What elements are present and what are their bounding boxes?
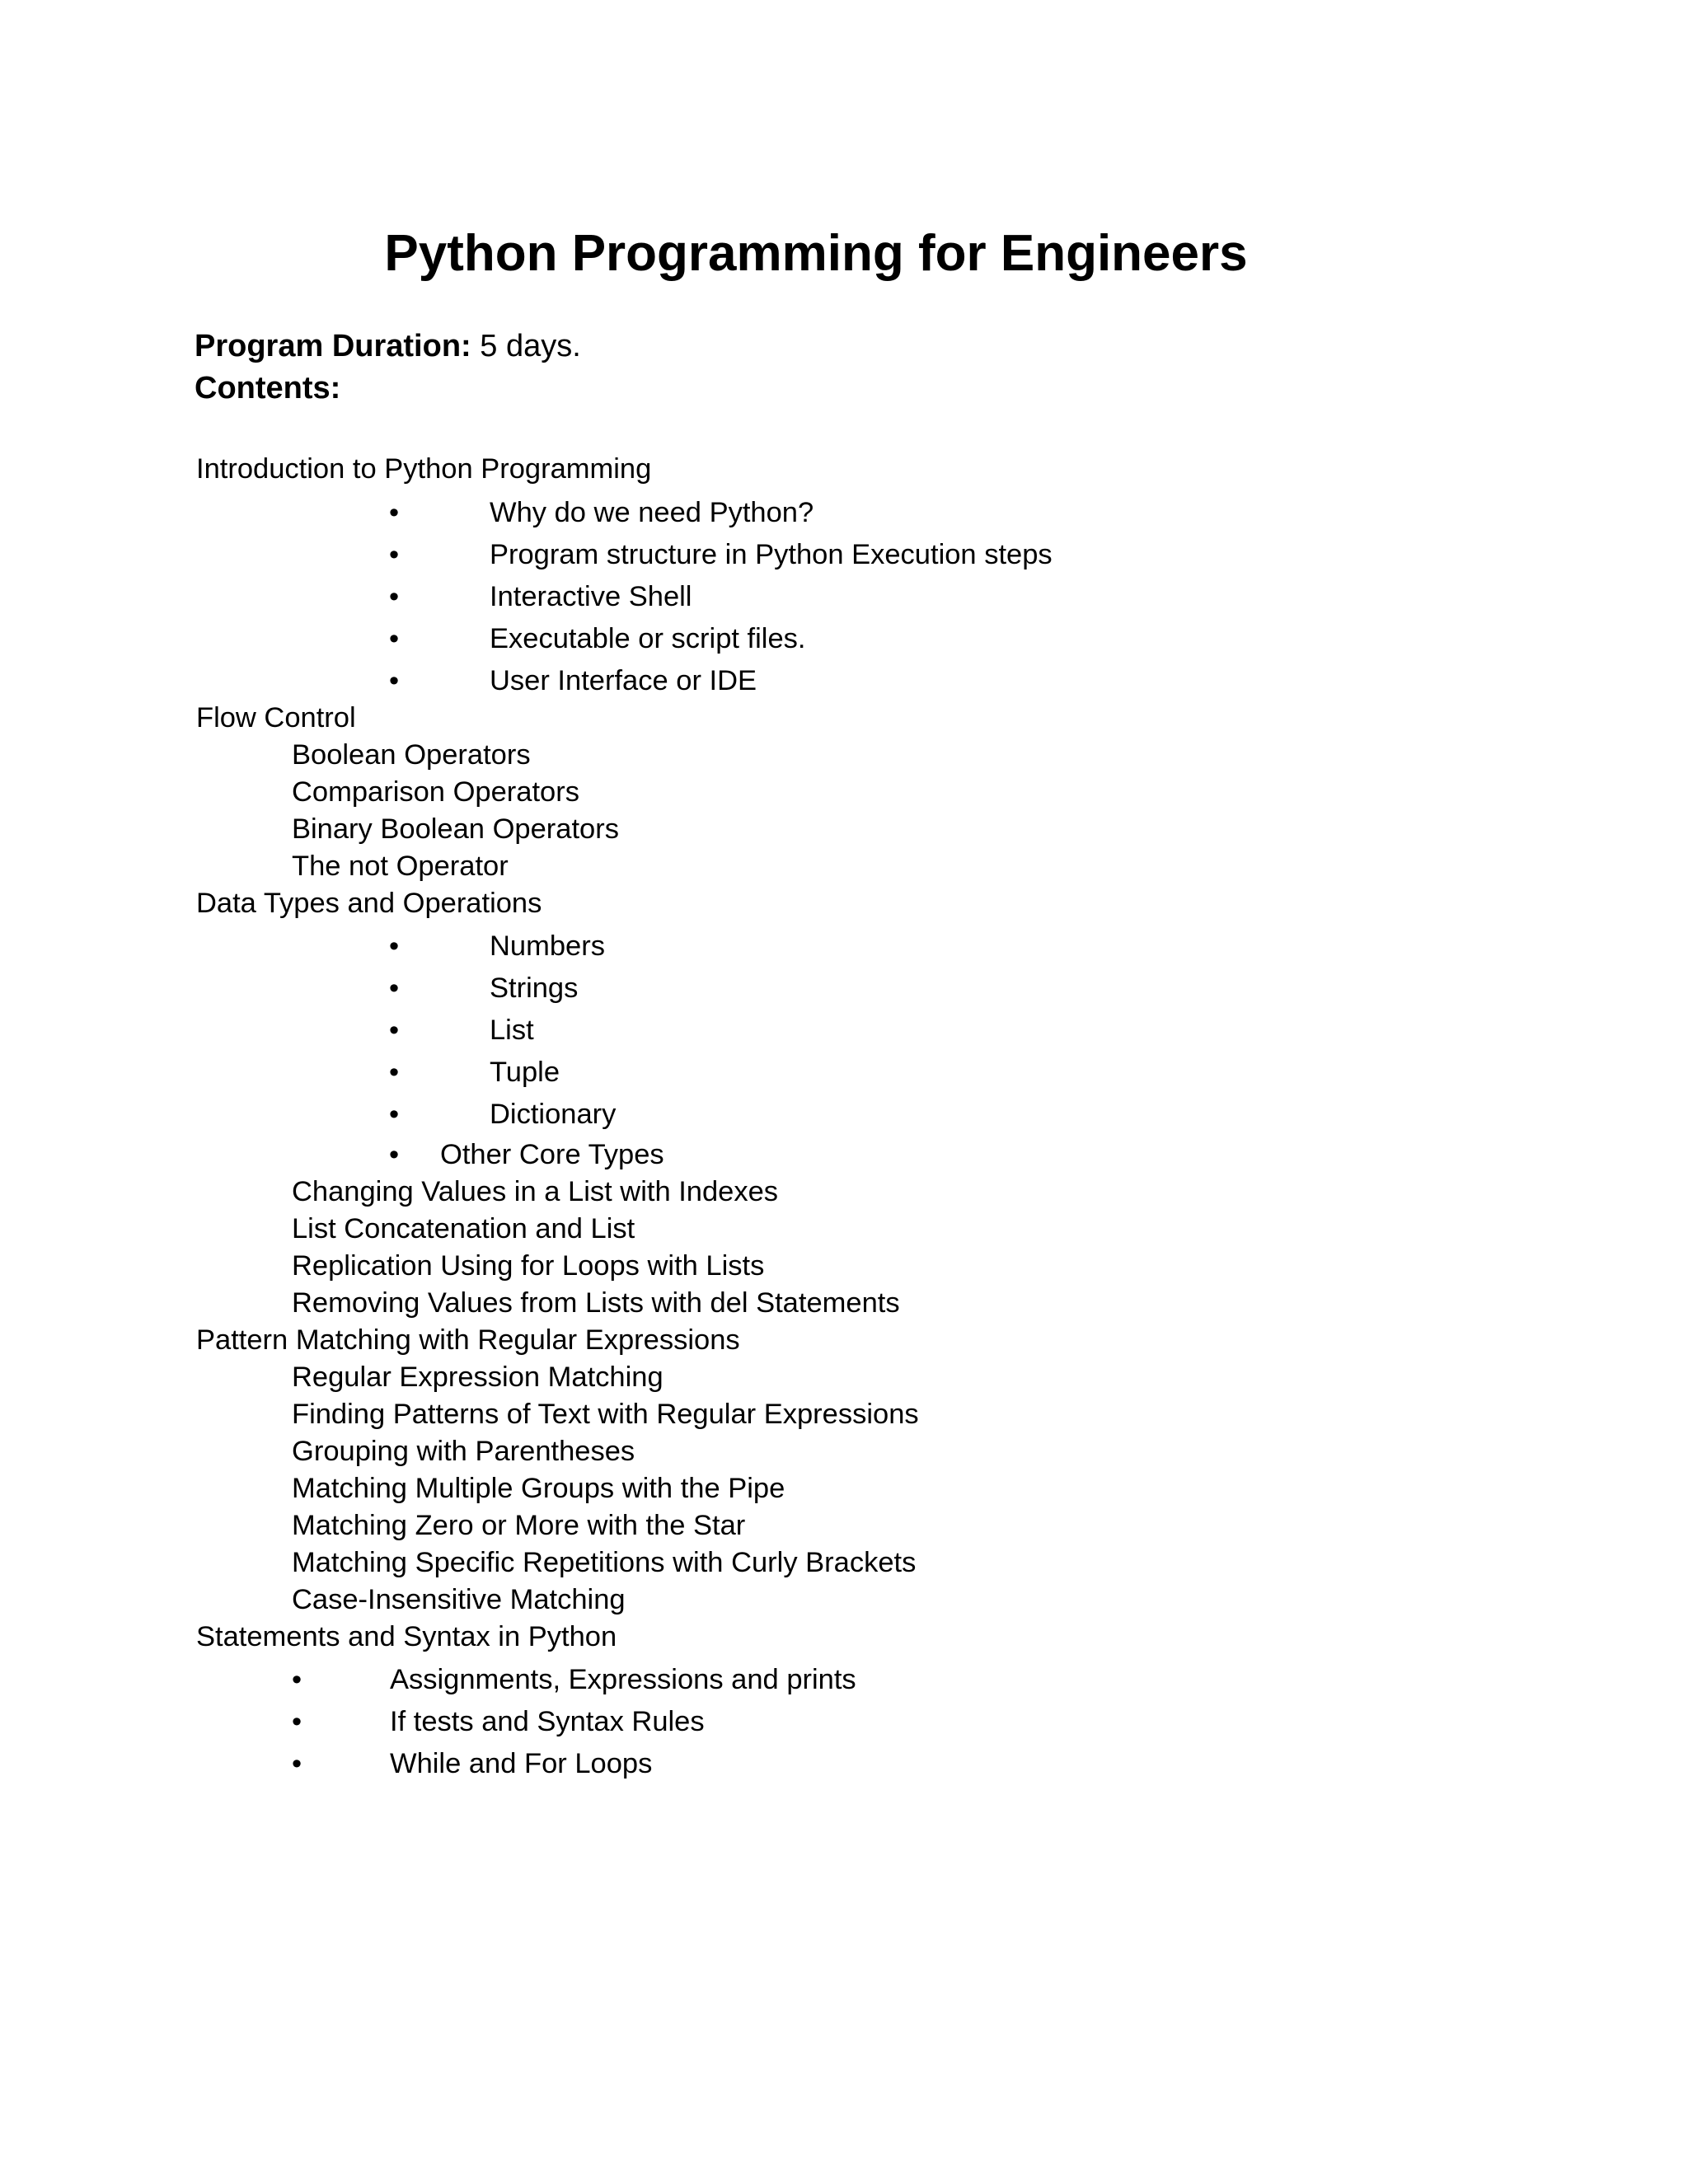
list-item: Boolean Operators <box>292 739 531 771</box>
section-heading: Flow Control <box>196 702 356 733</box>
list-item: If tests and Syntax Rules <box>390 1706 705 1737</box>
contents-label: Contents: <box>195 371 341 405</box>
list-item: Dictionary <box>490 1099 617 1130</box>
list-item: List <box>490 1015 534 1046</box>
list-item: Comparison Operators <box>292 776 579 808</box>
document-title: Python Programming for Engineers <box>384 225 1248 282</box>
section-heading: Pattern Matching with Regular Expressions <box>196 1324 740 1356</box>
list-item: Strings <box>490 972 579 1004</box>
list-item: Removing Values from Lists with del Statements <box>292 1287 900 1319</box>
section-heading: Data Types and Operations <box>196 888 542 919</box>
bullet-icon: • <box>389 497 400 528</box>
list-item: Matching Specific Repetitions with Curly Brackets <box>292 1547 917 1578</box>
list-item: Matching Zero or More with the Star <box>292 1510 746 1541</box>
bullet-icon: • <box>389 972 400 1004</box>
list-item: Changing Values in a List with Indexes <box>292 1176 779 1207</box>
bullet-icon: • <box>292 1748 302 1779</box>
list-item: Grouping with Parentheses <box>292 1436 635 1467</box>
list-item: Matching Multiple Groups with the Pipe <box>292 1473 785 1504</box>
list-item: Replication Using for Loops with Lists <box>292 1250 765 1282</box>
bullet-icon: • <box>389 1015 400 1046</box>
bullet-icon: • <box>389 539 400 570</box>
program-duration <box>195 326 581 367</box>
bullet-icon: • <box>389 581 400 612</box>
list-item: User Interface or IDE <box>490 665 757 696</box>
list-item: Other Core Types <box>440 1139 664 1170</box>
list-item: Finding Patterns of Text with Regular Expressions <box>292 1399 919 1430</box>
list-item: Tuple <box>490 1057 560 1088</box>
bullet-icon: • <box>389 1099 400 1130</box>
list-item: Executable or script files. <box>490 623 806 654</box>
list-item: Case-Insensitive Matching <box>292 1584 626 1615</box>
section-heading: Statements and Syntax in Python <box>196 1621 617 1652</box>
list-item: Assignments, Expressions and prints <box>390 1664 856 1695</box>
bullet-icon: • <box>389 665 400 696</box>
bullet-icon: • <box>389 623 400 654</box>
list-item: The not Operator <box>292 851 509 882</box>
contents-heading <box>195 368 340 409</box>
section-heading: Introduction to Python Programming <box>196 453 652 485</box>
bullet-icon: • <box>292 1706 302 1737</box>
list-item: While and For Loops <box>390 1748 653 1779</box>
program-duration-label: Program Duration: <box>195 329 471 363</box>
list-item: Interactive Shell <box>490 581 692 612</box>
program-duration-value: 5 days. <box>480 329 581 363</box>
list-item: Regular Expression Matching <box>292 1361 663 1393</box>
bullet-icon: • <box>389 1057 400 1088</box>
list-item: List Concatenation and List <box>292 1213 635 1244</box>
list-item: Program structure in Python Execution steps <box>490 539 1053 570</box>
bullet-icon: • <box>389 1139 400 1170</box>
list-item: Binary Boolean Operators <box>292 813 619 845</box>
list-item: Numbers <box>490 930 605 962</box>
bullet-icon: • <box>292 1664 302 1695</box>
list-item: Why do we need Python? <box>490 497 814 528</box>
bullet-icon: • <box>389 930 400 962</box>
